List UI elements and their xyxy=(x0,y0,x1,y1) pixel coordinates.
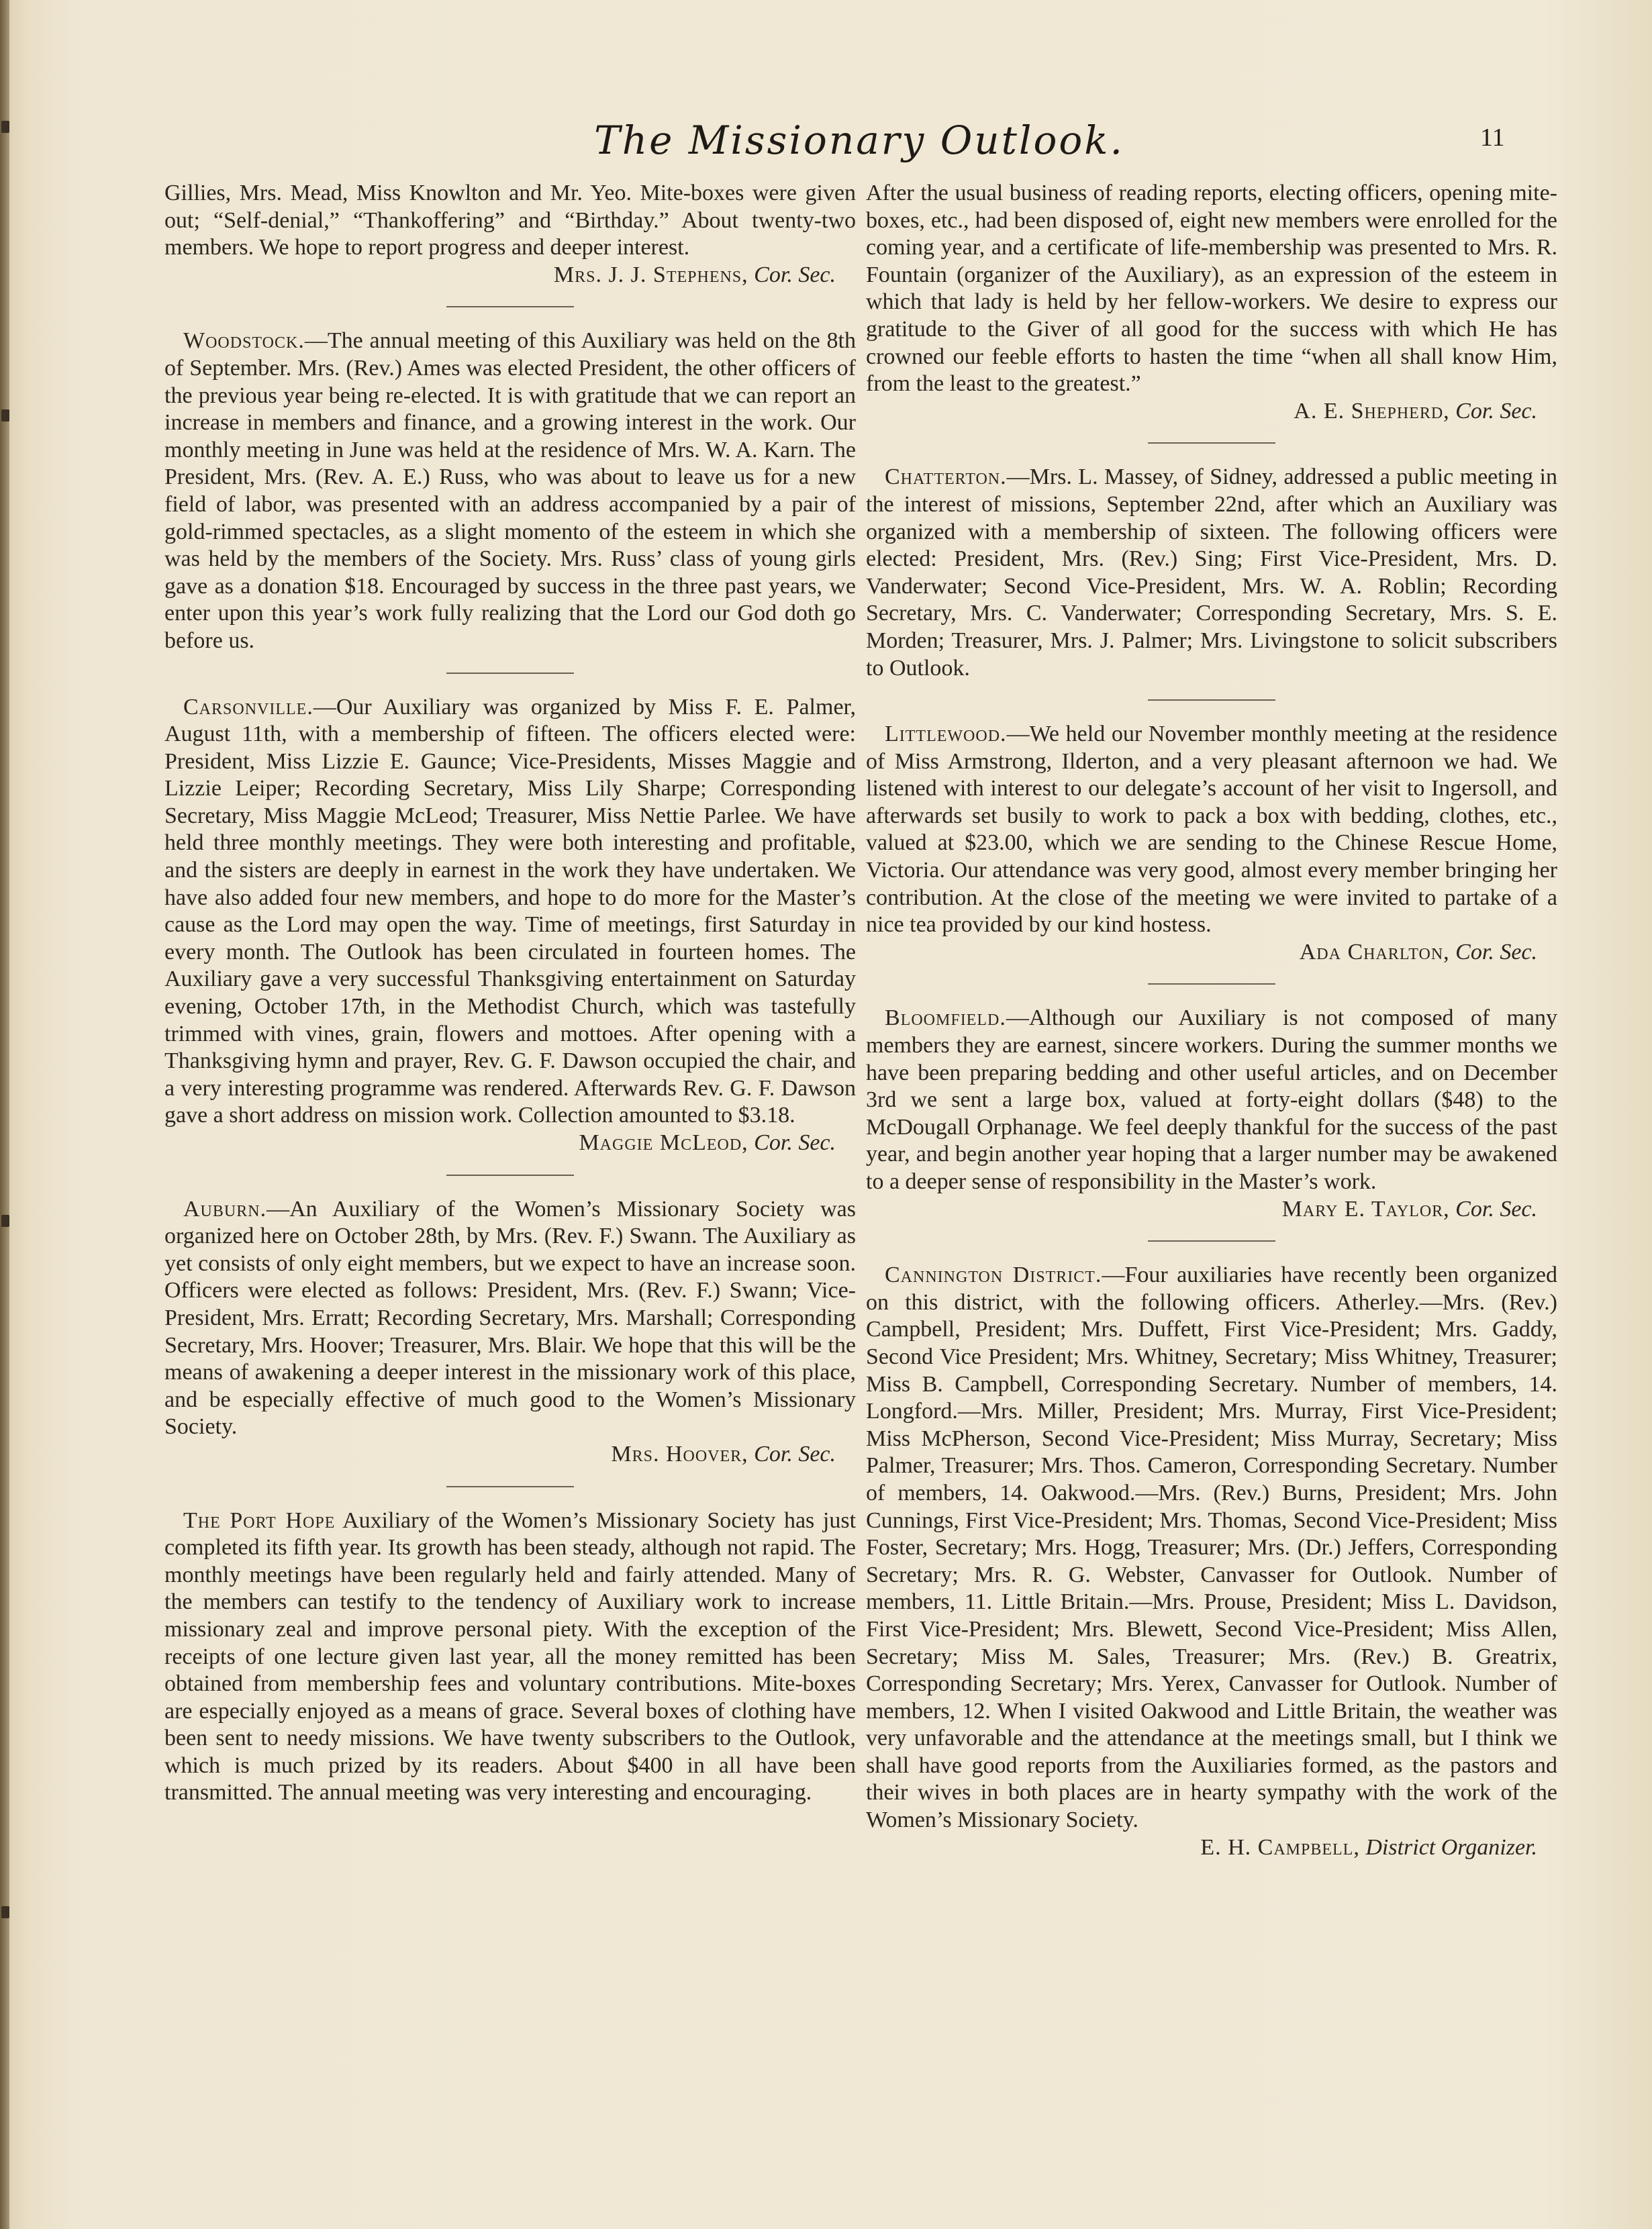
section-divider xyxy=(1148,699,1275,701)
signature-role: District Organizer. xyxy=(1365,1834,1537,1860)
signature-name: Mary E. Taylor, xyxy=(1281,1196,1450,1222)
article-carsonville xyxy=(164,694,856,1157)
place-heading: Bloomfield. xyxy=(885,1005,1006,1031)
section-divider xyxy=(446,306,574,307)
article-port-hope xyxy=(164,1507,856,1807)
article-text: —Our Auxiliary was organized by Miss F. E. Palmer, August 11th, with a membership of fifteen. The officers elected were: President, Miss Lizzie E. Gaunce; Vice-Presidents, Misses Maggie and Lizzie Leiper; Recording Secretary, Miss Lily Sharpe; Corresponding Secretary, Miss Maggie McLeod; Treasurer, Miss Nettie Parlee. We have held three monthly meetings. They were both interesting and profitable, and the sisters are deeply in earnest in the work they have undertaken. We have also added four new members, and hope to do more for the Master’s cause as the Lord may open the way. Time of meetings, first Saturday in every month. The Outlook has been circulated in fourteen homes. The Auxiliary gave a very successful Thanksgiving entertainment on Saturday evening, October 17th, in the Methodist Church, which was tastefully trimmed with vines, grain, flowers and mottoes. After opening with a Thanksgiving hymn and prayer, Rev. G. F. Dawson occupied the chair, and a very interesting programme was rendered. Afterwards Rev. G. F. Dawson gave a short address on mission work. Collection amounted to $3.18. xyxy=(164,694,856,1128)
signature xyxy=(164,1441,856,1469)
binding-edge xyxy=(0,0,9,2229)
article-gillies xyxy=(164,180,856,289)
section-divider xyxy=(1148,442,1275,444)
signature-name: Ada Charlton, xyxy=(1299,939,1450,964)
article-woodstock xyxy=(164,328,856,654)
margin-mark xyxy=(1,1215,9,1227)
signature-role: Cor. Sec. xyxy=(1455,1196,1537,1222)
margin-mark xyxy=(1,409,9,422)
article-auburn xyxy=(164,1196,856,1469)
section-divider xyxy=(1148,1240,1275,1242)
article-text: —An Auxiliary of the Women’s Missionary Society was organized here on October 28th, by Mrs. (Rev. F.) Swann. The Auxiliary as yet consists of only eight members, but we expect to have an increase soon. Officers were elected as follows: President, Mrs. (Rev. F.) Swann; Vice-President, Mrs. Erratt; Recording Secretary, Mrs. Marshall; Corresponding Secretary, Mrs. Hoover; Treasurer, Mrs. Blair. We hope that this will be the means of awakening a deeper interest in the missionary work of this place, and be especially effective of much good to the Women’s Missionary Society. xyxy=(164,1196,856,1440)
article-text: —The annual meeting of this Auxiliary was held on the 8th of September. Mrs. (Rev.) Ames was elected President, the other officers of the previous year being re-elected. It is with gratitude that we can report an increase in members and finance, and a growing interest in the work. Our monthly meeting in June was held at the residence of Mrs. W. A. Karn. The President, Mrs. (Rev. A. E.) Russ, who was about to leave us for a new field of labor, was presented with an address accompanied by a pair of gold-rimmed spectacles, as a slight momento of the esteem in which she was held by the members of the Society. Mrs. Russ’ class of young girls gave as a donation $18. Encouraged by success in the three past years, we enter upon this year’s work fully realizing that the Lord our God doth go before us. xyxy=(164,328,856,653)
place-heading: Woodstock. xyxy=(183,328,305,354)
signature-name: E. H. Campbell, xyxy=(1200,1834,1360,1860)
page-header xyxy=(0,117,1652,171)
article-text: Auxiliary of the Women’s Missionary Society has just completed its fifth year. Its growth has been steady, although not rapid. The monthly meetings have been regularly held and fairly attended. Many of the members can testify to the tendency of Auxiliary work to increase missionary zeal and improve personal piety. With the exception of the receipts of one lecture given last year, all the money remitted has been obtained from membership fees and voluntary contributions. Mite-boxes are especially enjoyed as a means of grace. Several boxes of clothing have been sent to needy missions. We have twenty subscribers to the Outlook, which is much prized by its readers. About $400 in all have been transmitted. The annual meeting was very interesting and encouraging. xyxy=(164,1507,857,1805)
signature-role: Cor. Sec. xyxy=(754,1441,836,1467)
signature xyxy=(164,1130,856,1157)
signature xyxy=(866,1196,1557,1224)
section-divider xyxy=(446,673,574,674)
signature xyxy=(164,262,856,289)
article-cannington-district xyxy=(866,1262,1557,1861)
section-divider xyxy=(1148,983,1275,985)
left-column xyxy=(164,180,856,1807)
place-heading: Carsonville. xyxy=(183,694,313,720)
article-text: After the usual business of reading reports, electing officers, opening mite-boxes, etc., had been disposed of, eight new members were enrolled for the coming year, and a certificate of life-membership was presented to Mrs. R. Fountain (organizer of the Auxiliary), as an expression of the esteem in which that lady is held by her fellow-workers. We desire to express our gratitude to the Giver of all good for the success with which He has crowned our feeble efforts to hasten the time “when all shall know Him, from the least to the greatest.” xyxy=(866,181,1557,397)
place-heading: The Port Hope xyxy=(183,1507,336,1533)
signature xyxy=(866,398,1557,426)
section-divider xyxy=(446,1175,574,1176)
right-column xyxy=(866,180,1557,1861)
journal-title: The Missionary Outlook. xyxy=(594,117,1124,163)
article-text: —Four auxiliaries have recently been organized on this district, with the following officers. Atherley.—Mrs. (Rev.) Campbell, President; Mrs. Duffett, First Vice-President; Mrs. Gaddy, Second Vice President; Mrs. Whitney, Secretary; Miss Whitney, Treasurer; Miss B. Campbell, Corresponding Secretary. Number of members, 14. Longford.—Mrs. Miller, President; Mrs. Murray, First Vice-President; Miss McPherson, Second Vice-President; Miss Murray, Secretary; Miss Palmer, Treasurer; Mrs. Thos. Cameron, Corresponding Secretary. Number of members, 14. Oakwood.—Mrs. (Rev.) Burns, President; Mrs. John Cunnings, First Vice-President; Mrs. Thomas, Second Vice-President; Miss Foster, Secretary; Mrs. Hogg, Treasurer; Mrs. (Dr.) Jeffers, Corresponding Secretary; Mrs. R. G. Webster, Canvasser for Outlook. Number of members, 11. Little Britain.—Mrs. Prouse, President; Miss L. Davidson, First Vice-President; Mrs. Blewett, Second Vice-President; Miss Allen, Secretary; Miss M. Sales, Treasurer; Mrs. (Rev.) B. Greatrix, Corresponding Secretary; Mrs. Yerex, Canvasser for Outlook. Number of members, 12. When I visited Oakwood and Little Britain, the weather was very unfavorable and the attendance at the meetings small, but I think we shall have good reports from the Auxiliaries formed, as the pastors and their wives in both places are in hearty sympathy with the work of the Women’s Missionary Society. xyxy=(866,1262,1557,1833)
signature-name: Mrs. Hoover, xyxy=(611,1441,748,1467)
article-text: —Mrs. L. Massey, of Sidney, addressed a public meeting in the interest of missions, September 22nd, after which an Auxiliary was organized with a membership of sixteen. The following officers were elected: President, Mrs. (Rev.) Sing; First Vice-President, Mrs. D. Vanderwater; Second Vice-President, Mrs. W. A. Roblin; Recording Secretary, Mrs. C. Vanderwater; Corresponding Secretary, Mrs. S. E. Morden; Treasurer, Mrs. J. Palmer; Mrs. Livingstone to solicit subscribers to Outlook. xyxy=(866,464,1557,681)
signature-role: Cor. Sec. xyxy=(754,262,836,287)
article-chatterton xyxy=(866,464,1557,682)
article-bloomfield xyxy=(866,1005,1557,1223)
article-littlewood xyxy=(866,721,1557,966)
margin-mark xyxy=(1,1906,9,1918)
place-heading: Cannington District. xyxy=(885,1262,1102,1288)
place-heading: Chatterton. xyxy=(885,464,1007,490)
signature-name: Mrs. J. J. Stephens, xyxy=(553,262,748,287)
signature-name: A. E. Shepherd, xyxy=(1294,398,1450,424)
signature-name: Maggie McLeod, xyxy=(579,1130,748,1155)
page-number: 11 xyxy=(1480,123,1505,152)
signature-role: Cor. Sec. xyxy=(1455,398,1537,424)
article-text: —Although our Auxiliary is not composed of many members they are earnest, sincere workers. During the summer months we have been preparing bedding and other useful articles, and on December 3rd we sent a large box, valued at forty-eight dollars ($48) to the McDougall Orphanage. We feel deeply thankful for the success of the past year, and begin another year hoping that a larger number may be awakened to a deeper sense of responsibility in the Master’s work. xyxy=(866,1005,1557,1194)
article-port-hope-continued xyxy=(866,180,1557,425)
signature-role: Cor. Sec. xyxy=(1455,939,1537,964)
section-divider xyxy=(446,1486,574,1487)
signature xyxy=(866,939,1557,967)
signature xyxy=(866,1834,1557,1862)
signature-role: Cor. Sec. xyxy=(754,1130,836,1155)
article-text: —We held our November monthly meeting at the residence of Miss Armstrong, Ilderton, and a very pleasant afternoon we had. We listened with interest to our delegate’s account of her visit to Ingersoll, and afterwards set busily to work to pack a box with bedding, clothes, etc., valued at $23.00, which we are sending to the Chinese Rescue Home, Victoria. Our attendance was very good, almost every member bringing her contribution. At the close of the meeting we were invited to partake of a nice tea provided by our kind hostess. xyxy=(866,722,1557,938)
place-heading: Littlewood. xyxy=(885,722,1007,747)
place-heading: Auburn. xyxy=(183,1196,267,1222)
article-text: Gillies, Mrs. Mead, Miss Knowlton and Mr. Yeo. Mite-boxes were given out; “Self-denial,” “Thankoffering” and “Birthday.” About twenty-two members. We hope to report progress and deeper interest. xyxy=(164,181,856,260)
